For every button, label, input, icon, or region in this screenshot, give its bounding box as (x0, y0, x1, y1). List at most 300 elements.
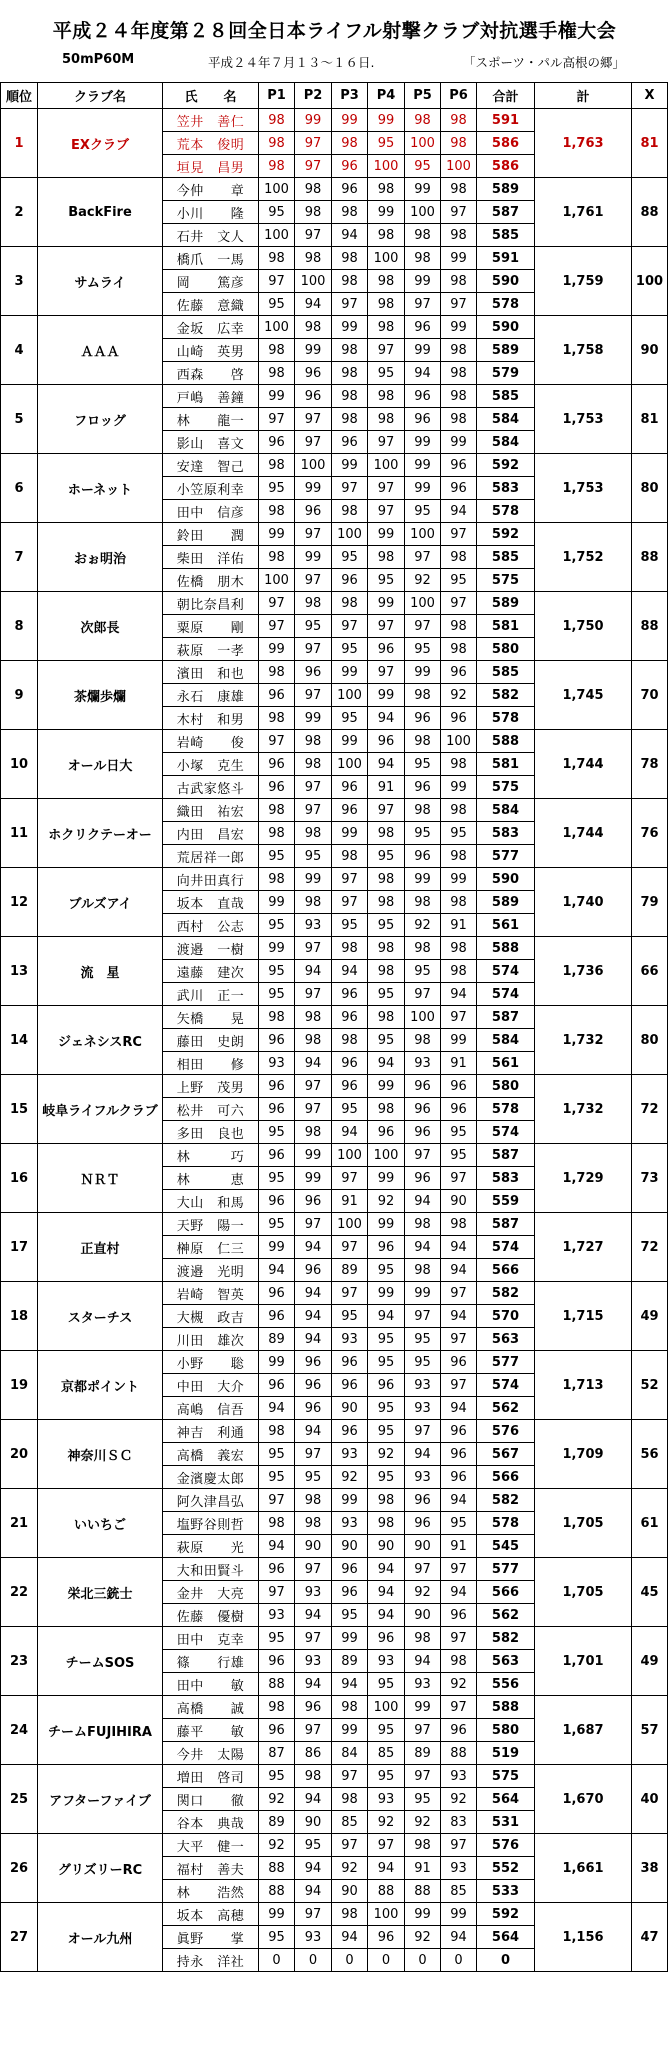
series-score-p3: 95 (332, 1604, 368, 1627)
club-name: ＮＲＴ (38, 1144, 163, 1213)
series-score-p3: 97 (332, 1765, 368, 1788)
series-score-p1: 94 (259, 1535, 295, 1558)
series-score-p6: 100 (441, 155, 477, 178)
event-venue: 「スポーツ・パル高根の郷」 (463, 55, 626, 70)
shooter-name: 阿久津昌弘 (163, 1489, 259, 1512)
series-score-p4: 97 (368, 477, 405, 500)
series-score-p6: 94 (441, 1581, 477, 1604)
team-x-count: 52 (632, 1351, 668, 1420)
series-score-p1: 99 (259, 385, 295, 408)
series-score-p5: 96 (405, 845, 441, 868)
series-score-p5: 92 (405, 914, 441, 937)
series-score-p2: 93 (295, 914, 332, 937)
series-score-p3: 99 (332, 1719, 368, 1742)
series-score-p3: 96 (332, 1006, 368, 1029)
team-rank: 7 (1, 523, 38, 592)
series-score-p6: 97 (441, 201, 477, 224)
series-score-p1: 98 (259, 822, 295, 845)
series-score-p6: 98 (441, 1213, 477, 1236)
series-score-p5: 95 (405, 500, 441, 523)
col-sum: 合計 (477, 83, 535, 109)
series-score-p2: 86 (295, 1742, 332, 1765)
series-score-p6: 94 (441, 1236, 477, 1259)
series-score-p5: 98 (405, 1627, 441, 1650)
club-name: BackFire (38, 178, 163, 247)
series-score-p2: 97 (295, 408, 332, 431)
series-score-p2: 94 (295, 1052, 332, 1075)
shooter-total: 562 (477, 1604, 535, 1627)
series-score-p3: 98 (332, 1029, 368, 1052)
series-score-p5: 96 (405, 385, 441, 408)
series-score-p6: 98 (441, 546, 477, 569)
event-label: 50mP60M (62, 52, 135, 67)
series-score-p1: 98 (259, 500, 295, 523)
shooter-name: 西森 啓 (163, 362, 259, 385)
team-x-count: 81 (632, 385, 668, 454)
series-score-p5: 94 (405, 1650, 441, 1673)
series-score-p3: 96 (332, 1052, 368, 1075)
team-total: 1,732 (535, 1075, 632, 1144)
series-score-p5: 96 (405, 316, 441, 339)
shooter-total: 579 (477, 362, 535, 385)
series-score-p4: 98 (368, 1006, 405, 1029)
series-score-p6: 97 (441, 1558, 477, 1581)
shooter-total: 567 (477, 1443, 535, 1466)
series-score-p6: 91 (441, 914, 477, 937)
series-score-p1: 100 (259, 224, 295, 247)
shooter-total: 566 (477, 1259, 535, 1282)
shooter-total: 581 (477, 615, 535, 638)
shooter-name: 田中 敏 (163, 1673, 259, 1696)
series-score-p1: 95 (259, 1466, 295, 1489)
series-score-p6: 98 (441, 270, 477, 293)
series-score-p2: 98 (295, 822, 332, 845)
series-score-p1: 96 (259, 1282, 295, 1305)
club-name: サムライ (38, 247, 163, 316)
team-rank: 14 (1, 1006, 38, 1075)
series-score-p6: 98 (441, 753, 477, 776)
shooter-total: 588 (477, 730, 535, 753)
team-x-count: 49 (632, 1627, 668, 1696)
series-score-p4: 96 (368, 638, 405, 661)
series-score-p3: 100 (332, 1144, 368, 1167)
shooter-name: 林 恵 (163, 1167, 259, 1190)
series-score-p4: 99 (368, 684, 405, 707)
series-score-p3: 99 (332, 730, 368, 753)
shooter-name: 藤平 敏 (163, 1719, 259, 1742)
series-score-p1: 96 (259, 1029, 295, 1052)
shooter-name: 金坂 広幸 (163, 316, 259, 339)
shooter-total: 581 (477, 753, 535, 776)
series-score-p3: 99 (332, 661, 368, 684)
team-rank: 26 (1, 1834, 38, 1903)
series-score-p1: 100 (259, 316, 295, 339)
series-score-p2: 97 (295, 1098, 332, 1121)
shooter-name: 篠 行雄 (163, 1650, 259, 1673)
shooter-total: 578 (477, 1512, 535, 1535)
series-score-p1: 89 (259, 1811, 295, 1834)
series-score-p4: 95 (368, 132, 405, 155)
shooter-total: 587 (477, 1213, 535, 1236)
series-score-p6: 96 (441, 707, 477, 730)
series-score-p2: 97 (295, 684, 332, 707)
shooter-total: 591 (477, 109, 535, 132)
series-score-p3: 99 (332, 109, 368, 132)
team-rank: 1 (1, 109, 38, 178)
shooter-total: 589 (477, 592, 535, 615)
series-score-p2: 98 (295, 201, 332, 224)
shooter-name: 朝比奈昌利 (163, 592, 259, 615)
team-x-count: 80 (632, 1006, 668, 1075)
series-score-p3: 95 (332, 638, 368, 661)
club-name: 岐阜ライフルクラブ (38, 1075, 163, 1144)
series-score-p4: 98 (368, 316, 405, 339)
team-x-count: 40 (632, 1765, 668, 1834)
team-x-count: 81 (632, 109, 668, 178)
series-score-p6: 98 (441, 385, 477, 408)
series-score-p4: 93 (368, 1650, 405, 1673)
series-score-p3: 97 (332, 868, 368, 891)
series-score-p3: 99 (332, 454, 368, 477)
series-score-p5: 100 (405, 201, 441, 224)
series-score-p2: 94 (295, 1788, 332, 1811)
series-score-p6: 92 (441, 1788, 477, 1811)
shooter-name: 福村 善夫 (163, 1857, 259, 1880)
series-score-p5: 96 (405, 1489, 441, 1512)
series-score-p3: 99 (332, 316, 368, 339)
shooter-name: 増田 啓司 (163, 1765, 259, 1788)
shooter-total: 587 (477, 1006, 535, 1029)
series-score-p3: 100 (332, 684, 368, 707)
col-name: 氏 名 (163, 83, 259, 109)
series-score-p4: 100 (368, 1696, 405, 1719)
series-score-p4: 88 (368, 1880, 405, 1903)
series-score-p6: 93 (441, 1857, 477, 1880)
series-score-p4: 98 (368, 1098, 405, 1121)
series-score-p4: 95 (368, 1328, 405, 1351)
shooter-total: 592 (477, 523, 535, 546)
series-score-p2: 93 (295, 1650, 332, 1673)
series-score-p2: 98 (295, 316, 332, 339)
series-score-p5: 92 (405, 1811, 441, 1834)
series-score-p3: 98 (332, 1696, 368, 1719)
series-score-p6: 97 (441, 523, 477, 546)
series-score-p4: 98 (368, 868, 405, 891)
shooter-total: 574 (477, 1121, 535, 1144)
series-score-p6: 95 (441, 569, 477, 592)
table-row (1, 1489, 668, 1512)
team-total: 1,687 (535, 1696, 632, 1765)
shooter-name: 谷本 典哉 (163, 1811, 259, 1834)
series-score-p4: 95 (368, 1765, 405, 1788)
series-score-p6: 98 (441, 638, 477, 661)
series-score-p5: 98 (405, 1029, 441, 1052)
series-score-p1: 93 (259, 1052, 295, 1075)
series-score-p6: 98 (441, 937, 477, 960)
series-score-p4: 97 (368, 339, 405, 362)
series-score-p6: 94 (441, 1397, 477, 1420)
series-score-p4: 99 (368, 523, 405, 546)
table-row (1, 661, 668, 684)
team-rank: 27 (1, 1903, 38, 1972)
shooter-name: 橋爪 一馬 (163, 247, 259, 270)
series-score-p1: 98 (259, 1696, 295, 1719)
shooter-total: 0 (477, 1949, 535, 1972)
series-score-p1: 99 (259, 891, 295, 914)
series-score-p2: 99 (295, 546, 332, 569)
series-score-p5: 100 (405, 132, 441, 155)
team-rank: 13 (1, 937, 38, 1006)
series-score-p4: 94 (368, 1581, 405, 1604)
team-total: 1,753 (535, 454, 632, 523)
shooter-name: 濱田 和也 (163, 661, 259, 684)
series-score-p1: 95 (259, 1627, 295, 1650)
series-score-p1: 95 (259, 1213, 295, 1236)
series-score-p3: 98 (332, 500, 368, 523)
series-score-p3: 90 (332, 1535, 368, 1558)
series-score-p4: 94 (368, 1558, 405, 1581)
series-score-p3: 98 (332, 592, 368, 615)
series-score-p5: 97 (405, 1305, 441, 1328)
series-score-p1: 95 (259, 845, 295, 868)
table-row (1, 868, 668, 891)
series-score-p1: 92 (259, 1834, 295, 1857)
series-score-p1: 94 (259, 1259, 295, 1282)
series-score-p4: 98 (368, 546, 405, 569)
series-score-p3: 97 (332, 1834, 368, 1857)
series-score-p3: 98 (332, 1788, 368, 1811)
team-total: 1,156 (535, 1903, 632, 1972)
series-score-p2: 95 (295, 1834, 332, 1857)
series-score-p3: 96 (332, 1374, 368, 1397)
series-score-p3: 96 (332, 1581, 368, 1604)
series-score-p2: 98 (295, 1512, 332, 1535)
series-score-p4: 97 (368, 615, 405, 638)
team-total: 1,744 (535, 730, 632, 799)
series-score-p4: 85 (368, 1742, 405, 1765)
series-score-p3: 97 (332, 293, 368, 316)
series-score-p4: 96 (368, 1627, 405, 1650)
series-score-p2: 94 (295, 1236, 332, 1259)
shooter-total: 582 (477, 684, 535, 707)
club-name: オール九州 (38, 1903, 163, 1972)
club-name: いいちご (38, 1489, 163, 1558)
series-score-p4: 92 (368, 1190, 405, 1213)
shooter-total: 580 (477, 1075, 535, 1098)
club-name: 栄北三銃士 (38, 1558, 163, 1627)
team-rank: 5 (1, 385, 38, 454)
series-score-p4: 94 (368, 707, 405, 730)
series-score-p2: 99 (295, 1144, 332, 1167)
series-score-p1: 98 (259, 247, 295, 270)
shooter-total: 574 (477, 1374, 535, 1397)
series-score-p1: 98 (259, 707, 295, 730)
series-score-p1: 96 (259, 1098, 295, 1121)
shooter-total: 585 (477, 385, 535, 408)
team-total: 1,729 (535, 1144, 632, 1213)
series-score-p5: 96 (405, 1512, 441, 1535)
series-score-p2: 93 (295, 1581, 332, 1604)
series-score-p6: 96 (441, 1351, 477, 1374)
series-score-p6: 91 (441, 1052, 477, 1075)
series-score-p4: 97 (368, 500, 405, 523)
series-score-p4: 94 (368, 753, 405, 776)
shooter-total: 561 (477, 1052, 535, 1075)
series-score-p2: 97 (295, 431, 332, 454)
shooter-name: 矢橋 晃 (163, 1006, 259, 1029)
shooter-total: 577 (477, 1351, 535, 1374)
shooter-total: 584 (477, 408, 535, 431)
series-score-p1: 96 (259, 776, 295, 799)
series-score-p5: 93 (405, 1673, 441, 1696)
series-score-p6: 85 (441, 1880, 477, 1903)
shooter-total: 584 (477, 431, 535, 454)
shooter-name: 林 龍一 (163, 408, 259, 431)
series-score-p5: 99 (405, 270, 441, 293)
series-score-p3: 98 (332, 270, 368, 293)
shooter-total: 556 (477, 1673, 535, 1696)
series-score-p2: 97 (295, 569, 332, 592)
series-score-p3: 100 (332, 523, 368, 546)
series-score-p1: 98 (259, 661, 295, 684)
series-score-p2: 97 (295, 224, 332, 247)
series-score-p2: 94 (295, 1604, 332, 1627)
team-x-count: 90 (632, 316, 668, 385)
series-score-p1: 97 (259, 592, 295, 615)
shooter-total: 563 (477, 1328, 535, 1351)
shooter-total: 580 (477, 638, 535, 661)
series-score-p4: 95 (368, 1259, 405, 1282)
team-rank: 6 (1, 454, 38, 523)
shooter-name: 坂本 高穂 (163, 1903, 259, 1926)
col-x: X (632, 83, 668, 109)
shooter-total: 562 (477, 1397, 535, 1420)
series-score-p3: 91 (332, 1190, 368, 1213)
series-score-p4: 98 (368, 891, 405, 914)
table-row (1, 523, 668, 546)
series-score-p1: 96 (259, 1144, 295, 1167)
series-score-p4: 95 (368, 1673, 405, 1696)
series-score-p2: 98 (295, 1765, 332, 1788)
series-score-p1: 96 (259, 1190, 295, 1213)
series-score-p1: 100 (259, 569, 295, 592)
series-score-p2: 97 (295, 1075, 332, 1098)
series-score-p4: 95 (368, 845, 405, 868)
shooter-name: 山崎 英男 (163, 339, 259, 362)
header-row (1, 83, 668, 109)
series-score-p6: 96 (441, 1075, 477, 1098)
shooter-name: 垣見 昌男 (163, 155, 259, 178)
series-score-p1: 95 (259, 1121, 295, 1144)
series-score-p4: 95 (368, 983, 405, 1006)
series-score-p2: 97 (295, 132, 332, 155)
series-score-p5: 96 (405, 776, 441, 799)
series-score-p6: 94 (441, 1489, 477, 1512)
table-row (1, 937, 668, 960)
shooter-name: 神吉 利通 (163, 1420, 259, 1443)
shooter-name: 田中 信彦 (163, 500, 259, 523)
team-rank: 4 (1, 316, 38, 385)
series-score-p1: 98 (259, 546, 295, 569)
series-score-p3: 100 (332, 753, 368, 776)
shooter-name: 藤田 史朗 (163, 1029, 259, 1052)
shooter-name: 西村 公志 (163, 914, 259, 937)
table-row (1, 109, 668, 132)
series-score-p5: 100 (405, 592, 441, 615)
series-score-p6: 96 (441, 454, 477, 477)
shooter-total: 583 (477, 1167, 535, 1190)
series-score-p5: 90 (405, 1604, 441, 1627)
shooter-total: 574 (477, 983, 535, 1006)
series-score-p5: 97 (405, 1420, 441, 1443)
team-x-count: 61 (632, 1489, 668, 1558)
series-score-p2: 96 (295, 1374, 332, 1397)
series-score-p1: 98 (259, 1420, 295, 1443)
team-rank: 25 (1, 1765, 38, 1834)
series-score-p6: 90 (441, 1190, 477, 1213)
series-score-p1: 95 (259, 983, 295, 1006)
table-row (1, 1696, 668, 1719)
team-x-count: 88 (632, 178, 668, 247)
series-score-p6: 94 (441, 500, 477, 523)
series-score-p2: 95 (295, 845, 332, 868)
shooter-total: 519 (477, 1742, 535, 1765)
series-score-p3: 92 (332, 1466, 368, 1489)
series-score-p6: 96 (441, 1719, 477, 1742)
series-score-p4: 99 (368, 1167, 405, 1190)
col-p2: P2 (295, 83, 332, 109)
shooter-total: 533 (477, 1880, 535, 1903)
table-row (1, 385, 668, 408)
shooter-name: 大和田賢斗 (163, 1558, 259, 1581)
team-total: 1,745 (535, 661, 632, 730)
shooter-name: 木村 和男 (163, 707, 259, 730)
shooter-total: 590 (477, 868, 535, 891)
series-score-p1: 98 (259, 1512, 295, 1535)
team-rank: 18 (1, 1282, 38, 1351)
series-score-p4: 95 (368, 1420, 405, 1443)
series-score-p5: 93 (405, 1052, 441, 1075)
series-score-p4: 90 (368, 1535, 405, 1558)
shooter-total: 592 (477, 454, 535, 477)
series-score-p3: 94 (332, 960, 368, 983)
shooter-name: 向井田真行 (163, 868, 259, 891)
series-score-p5: 92 (405, 1581, 441, 1604)
shooter-total: 584 (477, 799, 535, 822)
team-total: 1,740 (535, 868, 632, 937)
series-score-p4: 99 (368, 1213, 405, 1236)
col-club: クラブ名 (38, 83, 163, 109)
series-score-p3: 90 (332, 1397, 368, 1420)
shooter-total: 582 (477, 1282, 535, 1305)
series-score-p3: 98 (332, 132, 368, 155)
series-score-p1: 97 (259, 1581, 295, 1604)
table-row (1, 316, 668, 339)
series-score-p3: 96 (332, 799, 368, 822)
series-score-p6: 98 (441, 408, 477, 431)
table-row (1, 1558, 668, 1581)
series-score-p2: 99 (295, 1167, 332, 1190)
series-score-p6: 97 (441, 1282, 477, 1305)
series-score-p3: 90 (332, 1880, 368, 1903)
series-score-p5: 92 (405, 1926, 441, 1949)
series-score-p1: 97 (259, 615, 295, 638)
series-score-p3: 98 (332, 1903, 368, 1926)
series-score-p4: 95 (368, 914, 405, 937)
shooter-name: 中田 大介 (163, 1374, 259, 1397)
series-score-p5: 94 (405, 362, 441, 385)
series-score-p4: 96 (368, 1236, 405, 1259)
